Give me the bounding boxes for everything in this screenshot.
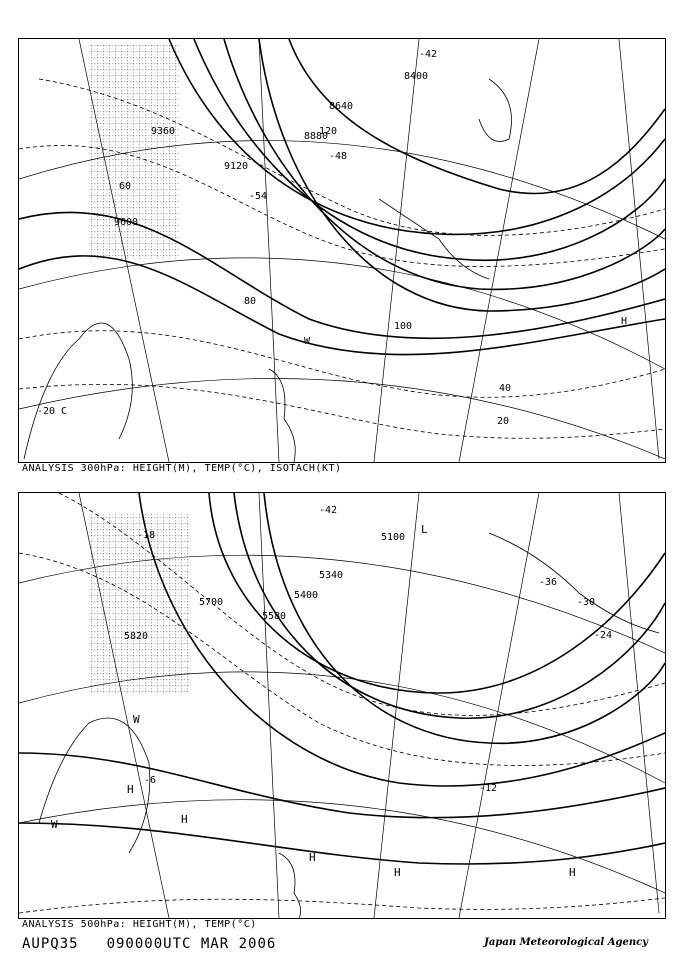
height-label: 5100 (381, 532, 406, 543)
system-mark: L (421, 523, 428, 536)
isotach-label: 20 (497, 416, 510, 427)
temp-label: -24 (594, 630, 613, 641)
temp-label: -20 (37, 406, 56, 417)
caption-500hpa: ANALYSIS 500hPa: HEIGHT(M), TEMP(°C) (22, 919, 257, 930)
height-label: 9120 (224, 161, 249, 172)
height-label: 8640 (329, 101, 354, 112)
caption-300hpa: ANALYSIS 300hPa: HEIGHT(M), TEMP(°C), ISOTACH(KT) (22, 463, 342, 474)
temp-label: -42 (319, 505, 338, 516)
chart-id: AUPQ35 (22, 936, 79, 952)
system-mark: H (127, 783, 134, 796)
isotach-label: 120 (319, 126, 338, 137)
temp-label: -36 (539, 577, 558, 588)
system-mark: H (181, 813, 188, 826)
valid-time: 090000UTC MAR 2006 (106, 936, 277, 952)
system-mark: H (394, 866, 401, 879)
system-mark: W (133, 713, 140, 726)
chart-header (22, 936, 304, 952)
height-label: 5820 (124, 631, 149, 642)
map-300hpa-canvas (19, 39, 665, 462)
temp-label: -48 (329, 151, 348, 162)
temp-label: -30 (577, 597, 596, 608)
map-500hpa-canvas (19, 493, 665, 918)
temp-label: -54 (249, 191, 268, 202)
height-label: 9360 (151, 126, 176, 137)
isotach-label: 60 (119, 181, 132, 192)
height-label: 5400 (294, 590, 319, 601)
system-mark: H (569, 866, 576, 879)
agency-credit: Japan Meteorological Agency (484, 937, 648, 948)
system-mark: W (304, 336, 311, 347)
analysis-500hpa-map (18, 492, 666, 919)
isotach-label: 100 (394, 321, 413, 332)
system-mark: H (621, 316, 628, 327)
system-mark-group-300 (61, 316, 627, 417)
analysis-300hpa-map (18, 38, 666, 463)
system-mark: H (309, 851, 316, 864)
system-mark: C (61, 406, 68, 417)
height-label: 8400 (404, 71, 429, 82)
temp-label: -6 (144, 775, 157, 786)
temp-label: -12 (479, 783, 498, 794)
system-mark: W (51, 818, 58, 831)
height-label: 5700 (199, 597, 224, 608)
temp-label: -18 (137, 530, 156, 541)
height-label: 9600 (114, 217, 139, 228)
isotach-label: 40 (499, 383, 512, 394)
height-label: 5340 (319, 570, 344, 581)
height-label: 8880 (304, 131, 329, 142)
isotach-label: 80 (244, 296, 257, 307)
temp-label-group-500 (137, 505, 612, 794)
temp-label: -42 (419, 49, 438, 60)
height-label: 5580 (262, 611, 287, 622)
